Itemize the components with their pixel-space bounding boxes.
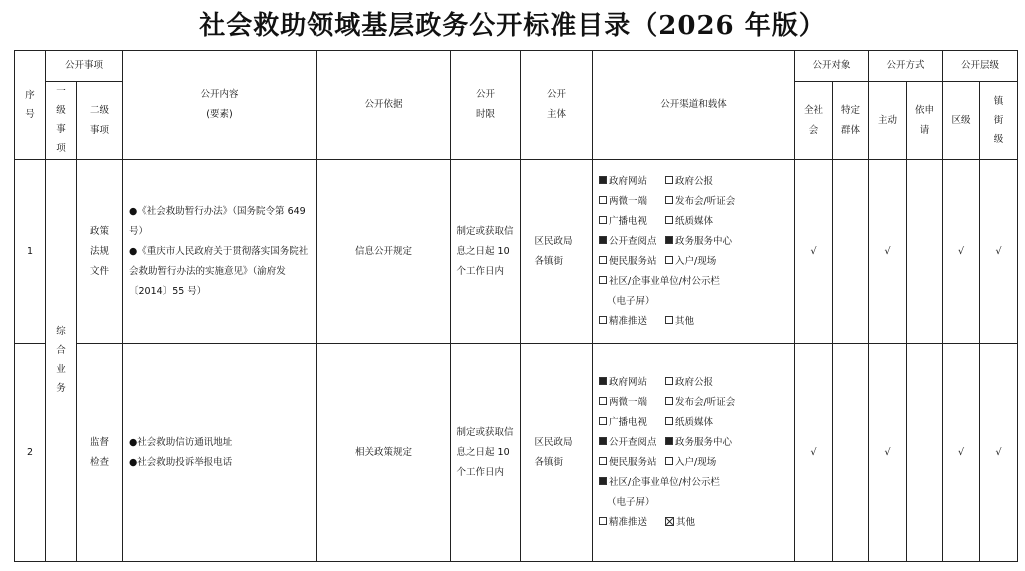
empty-square-icon: [599, 216, 607, 224]
target-specific-check: [833, 344, 869, 562]
channel-option: [599, 513, 665, 533]
channel-option: [599, 232, 665, 252]
empty-square-icon: [665, 417, 673, 425]
time-limit-cell: 制定或获取信息之日起 10 个工作日内: [451, 344, 521, 562]
method-active-check: √: [869, 160, 907, 344]
channel-option: [665, 373, 713, 393]
level-district-check: √: [943, 160, 980, 344]
channel-option: [599, 212, 665, 232]
channel-option: [665, 312, 694, 332]
empty-square-icon: [599, 276, 607, 284]
channel-label: 发布会/听证会: [675, 396, 736, 408]
level-district-check: √: [943, 344, 980, 562]
empty-square-icon: [665, 216, 673, 224]
subject-cell: 区民政局 各镇街: [521, 344, 593, 562]
header-target-group: 公开对象: [795, 51, 869, 82]
filled-square-icon: [599, 377, 607, 385]
channel-row: [599, 413, 788, 433]
subject-cell: 区民政局 各镇街: [521, 160, 593, 344]
channel-label: 政府网站: [609, 376, 648, 388]
channel-label: 广播电视: [609, 215, 648, 227]
target-all-check: √: [795, 160, 833, 344]
channel-option: [599, 393, 665, 413]
filled-square-icon: [599, 236, 607, 244]
header-time-limit: 公开 时限: [451, 51, 521, 160]
channel-option: [665, 513, 695, 533]
content-line: ●《重庆市人民政府关于贯彻落实国务院社会救助暂行办法的实施意见》（渝府发〔2014〕55 号）: [129, 245, 309, 297]
empty-square-icon: [599, 196, 607, 204]
channel-row: [599, 172, 788, 192]
channel-option: [599, 473, 720, 493]
channel-row: [599, 433, 788, 453]
header-level-group: 公开层级: [943, 51, 1018, 82]
channel-option: [665, 433, 732, 453]
channel-option: [599, 433, 665, 453]
header-method-request: 依申请: [907, 82, 943, 160]
content-cell: [123, 344, 317, 562]
channel-option: [599, 312, 665, 332]
channel-label: 公开查阅点: [609, 436, 657, 448]
header-seq: 序号: [15, 51, 46, 160]
empty-square-icon: [665, 397, 673, 405]
channel-row: [599, 513, 788, 533]
header-items-group: 公开事项: [46, 51, 123, 82]
empty-square-icon: [665, 377, 673, 385]
empty-square-icon: [599, 397, 607, 405]
channel-label: 精准推送: [609, 315, 648, 327]
content-line: ●《社会救助暂行办法》（国务院令第 649 号）: [129, 205, 306, 237]
basis-cell: 相关政策规定: [317, 344, 451, 562]
document-title: 社会救助领域基层政务公开标准目录（2026 年版）: [199, 11, 826, 41]
channel-row: [599, 192, 788, 212]
channels-cell: [593, 344, 795, 562]
row-seq: 2: [15, 344, 46, 562]
channel-label: 政务服务中心: [675, 436, 733, 448]
channel-option: [599, 252, 665, 272]
channel-option: [599, 172, 665, 192]
method-request-check: [907, 160, 943, 344]
channel-option: [665, 413, 713, 433]
channel-note: （电子屏）: [607, 295, 655, 307]
filled-square-icon: [599, 477, 607, 485]
channel-option: [599, 453, 665, 473]
channel-option: [665, 232, 732, 252]
header-level-district: 区级: [943, 82, 980, 160]
empty-square-icon: [599, 316, 607, 324]
empty-square-icon: [599, 256, 607, 264]
target-all-check: √: [795, 344, 833, 562]
channels-cell: [593, 160, 795, 344]
channel-label: 便民服务站: [609, 255, 657, 267]
channel-label: 政府公报: [675, 376, 714, 388]
channel-label: 入户/现场: [675, 255, 717, 267]
channel-label: 发布会/听证会: [675, 195, 736, 207]
channel-row: [599, 373, 788, 393]
channel-label: 两微一端: [609, 396, 648, 408]
channel-label: 纸质媒体: [675, 416, 714, 428]
empty-square-icon: [665, 457, 673, 465]
filled-square-icon: [599, 437, 607, 445]
channel-row: [599, 393, 788, 413]
channel-row: [599, 212, 788, 232]
level2-cell: 监督检查: [77, 344, 123, 562]
channel-option: [599, 272, 720, 292]
level2-cell: 政策法规文件: [77, 160, 123, 344]
channel-row: [599, 312, 788, 332]
channel-label: 政府网站: [609, 175, 648, 187]
channel-note: （电子屏）: [607, 496, 655, 508]
channel-option: [665, 192, 735, 212]
header-channels: 公开渠道和载体: [593, 51, 795, 160]
channel-row: [599, 232, 788, 252]
content-line: ●社会救助投诉举报电话: [129, 456, 233, 468]
empty-square-icon: [665, 176, 673, 184]
header-subject: 公开 主体: [521, 51, 593, 160]
row-seq: 1: [15, 160, 46, 344]
channel-label: 纸质媒体: [675, 215, 714, 227]
table-row: [15, 344, 1018, 562]
method-active-check: √: [869, 344, 907, 562]
checked-box-icon: [665, 517, 674, 526]
method-request-check: [907, 344, 943, 562]
channel-label: 精准推送: [609, 516, 648, 528]
basis-cell: 信息公开规定: [317, 160, 451, 344]
catalog-table: [14, 50, 1018, 562]
channel-label: 入户/现场: [675, 456, 717, 468]
header-basis: 公开依据: [317, 51, 451, 160]
channel-option: [665, 252, 716, 272]
channel-label: 政务服务中心: [675, 235, 733, 247]
empty-square-icon: [599, 417, 607, 425]
table-row: [15, 160, 1018, 344]
empty-square-icon: [665, 256, 673, 264]
channel-label: 两微一端: [609, 195, 648, 207]
channel-row: [599, 252, 788, 272]
filled-square-icon: [665, 236, 673, 244]
channel-label: 社区/企事业单位/村公示栏: [609, 275, 720, 287]
channel-row: [599, 272, 788, 292]
header-method-group: 公开方式: [869, 51, 943, 82]
empty-square-icon: [665, 196, 673, 204]
channel-option: [599, 192, 665, 212]
level-town-check: √: [980, 344, 1018, 562]
channel-row: [599, 473, 788, 493]
level1-cell: 综合业务: [46, 160, 77, 562]
channel-label: 政府公报: [675, 175, 714, 187]
channel-option: [599, 413, 665, 433]
empty-square-icon: [599, 517, 607, 525]
channel-label: 社区/企事业单位/村公示栏: [609, 476, 720, 488]
empty-square-icon: [599, 457, 607, 465]
target-specific-check: [833, 160, 869, 344]
channel-option: [665, 393, 735, 413]
filled-square-icon: [665, 437, 673, 445]
header-level-town: 镇街级: [980, 82, 1018, 160]
content-cell: [123, 160, 317, 344]
channel-label: 公开查阅点: [609, 235, 657, 247]
time-limit-cell: 制定或获取信息之日起 10 个工作日内: [451, 160, 521, 344]
header-level2: 二级事项: [77, 82, 123, 160]
header-method-active: 主动: [869, 82, 907, 160]
channel-row: [599, 453, 788, 473]
channel-option: [665, 453, 716, 473]
channel-label: 其他: [675, 315, 695, 327]
filled-square-icon: [599, 176, 607, 184]
header-content: 公开内容 (要素): [123, 51, 317, 160]
empty-square-icon: [665, 316, 673, 324]
channel-option: [599, 373, 665, 393]
channel-option: [665, 212, 713, 232]
channel-label: 广播电视: [609, 416, 648, 428]
header-target-specific: 特定群体: [833, 82, 869, 160]
level-town-check: √: [980, 160, 1018, 344]
content-line: ●社会救助信访通讯地址: [129, 436, 233, 448]
header-level1: 一级事项: [46, 82, 77, 160]
header-target-all: 全社会: [795, 82, 833, 160]
channel-label: 便民服务站: [609, 456, 657, 468]
channel-label: 其他: [676, 516, 696, 528]
channel-option: [665, 172, 713, 192]
